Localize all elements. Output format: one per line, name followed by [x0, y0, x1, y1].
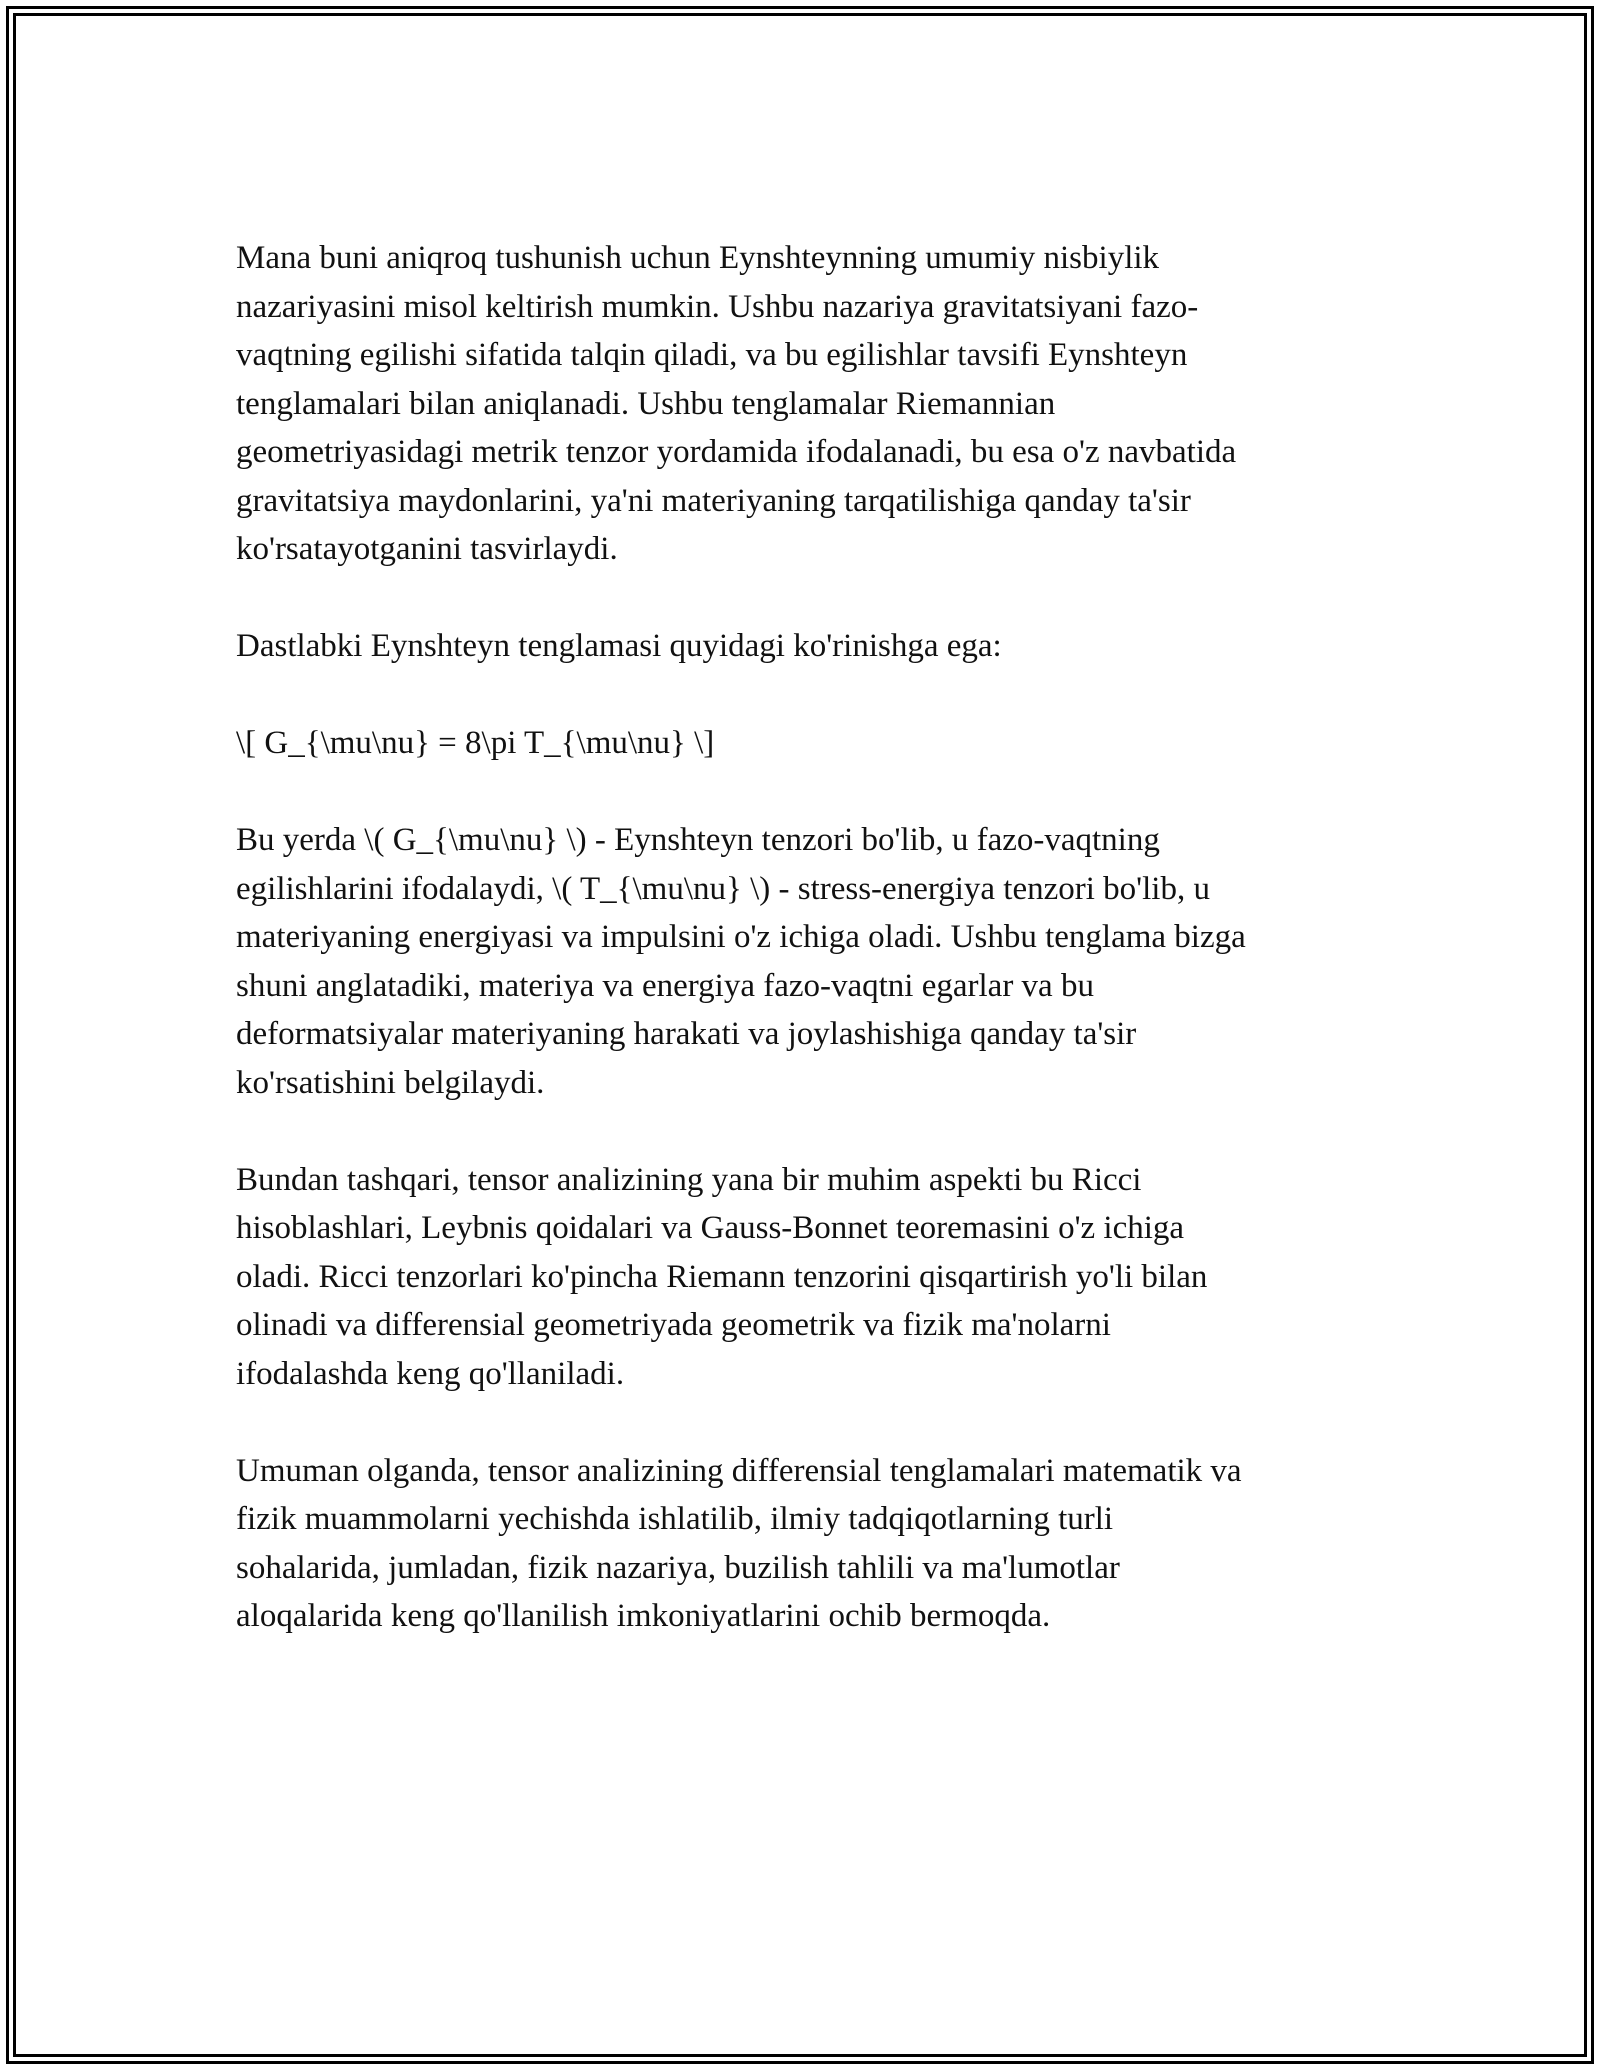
paragraph-equation-intro: Dastlabki Eynshteyn tenglamasi quyidagi ko'rinishga ega: [236, 628, 1002, 664]
paragraph-ricci: Bundan tashqari, tensor analizining yana bir muhim aspekti bu Ricci hisoblashlari, Leybnis qoidalari va Gauss-Bonnet teoremasini o'z ichiga oladi. Ricci tenzorlari ko'pincha Riemann tenzorini qisqartirish yo'li bilan olinadi va differensial geometriyada geometrik va fizik ma'nolarni ifodalashda keng qo'llaniladi. [236, 1161, 1208, 1392]
einstein-equation: \[ G_{\mu\nu} = 8\pi T_{\mu\nu} \] [236, 725, 715, 761]
document-body [236, 234, 1366, 1689]
paragraph-general-relativity: Mana buni aniqroq tushunish uchun Eynshteynning umumiy nisbiylik nazariyasini misol keltirish mumkin. Ushbu nazariya gravitatsiyani fazo- vaqtning egilishi sifatida talqin qiladi, va bu egilishlar tavsifi Eynshteyn tenglamalari bilan aniqlanadi. Ushbu tenglamalar Riemannian geometriyasidagi metrik tenzor yordamida ifodalanadi, bu esa o'z navbatida gravitatsiya maydonlarini, ya'ni materiyaning tarqatilishiga qanday ta'sir ko'rsatayotganini tasvirlaydi. [236, 240, 1237, 567]
paragraph-tensor-explanation: Bu yerda \( G_{\mu\nu} \) - Eynshteyn tenzori bo'lib, u fazo-vaqtning egilishlarini ifodalaydi, \( T_{\mu\nu} \) - stress-energiya tenzori bo'lib, u materiyaning energiyasi va impulsini o'z ichiga oladi. Ushbu tenglama bizga shuni anglatadiki, materiya va energiya fazo-vaqtni egarlar va bu deformatsiyalar materiyaning harakati va joylashishiga qanday ta'sir ko'rsatishini belgilaydi. [236, 822, 1246, 1101]
paragraph-conclusion: Umuman olganda, tensor analizining differensial tenglamalari matematik va fizik muammolarni yechishda ishlatilib, ilmiy tadqiqotlarning turli sohalarida, jumladan, fizik nazariya, buzilish tahlili va ma'lumotlar aloqalarida keng qo'llanilish imkoniyatlarini ochib bermoqda. [236, 1452, 1242, 1634]
